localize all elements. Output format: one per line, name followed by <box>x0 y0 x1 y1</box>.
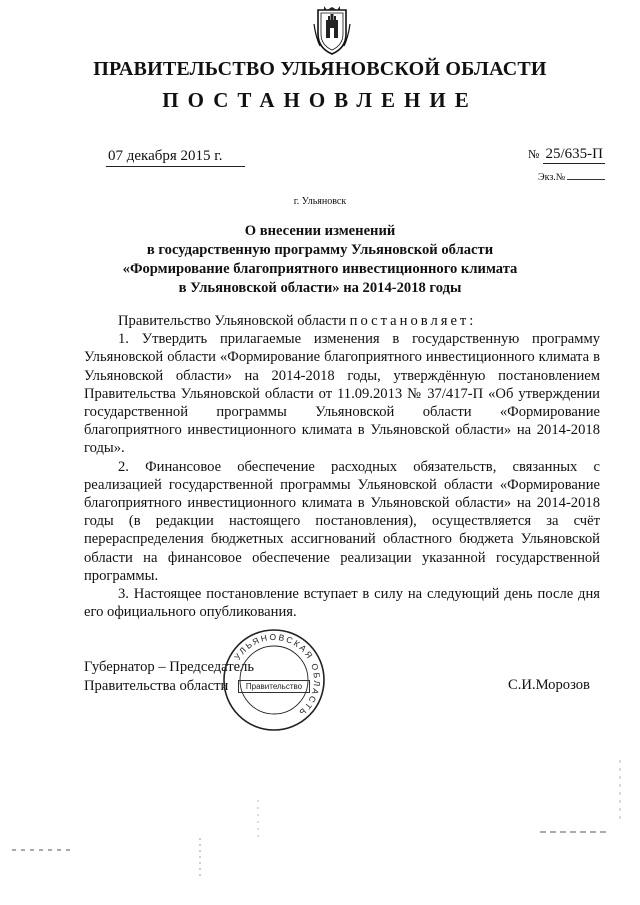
heading-line-1: О внесении изменений <box>244 223 396 239</box>
heading-line-4: в Ульяновской области» на 2014-2018 годы <box>178 280 462 296</box>
government-title: ПРАВИТЕЛЬСТВО УЛЬЯНОВСКОЙ ОБЛАСТИ <box>93 58 547 80</box>
seal-center-text: Правительство <box>238 680 310 693</box>
heading-line-2: в государственную программу Ульяновской области <box>146 242 494 258</box>
svg-text:УЛЬЯНОВСКАЯ ОБЛАСТЬ: УЛЬЯНОВСКАЯ ОБЛАСТЬ <box>232 631 323 719</box>
position-line-1: Губернатор – Председатель <box>84 659 255 675</box>
paragraph-3: 3. Настоящее постановление вступает в силу на следующий день после дня его официального опубликования. <box>84 586 600 621</box>
heading-line-3: «Формирование благоприятного инвестиционного климата <box>122 261 518 277</box>
number-value: 25/635-П <box>545 146 603 162</box>
paragraph-1: 1. Утвердить прилагаемые изменения в государственную программу Ульяновской области «Формирование благоприятного инвестиционного климата в Ульяновской области» на 2014-2018 годы, утверждённую постановлением Правительства Ульяновской области от 11.09.2013 № 37/417-П «Об утверждении государственной программы Ульяновской области «Формирование благоприятного инвестиционного климата в Ульяновской области» на 2014-2018 годы». <box>84 331 600 457</box>
document-city: г. Ульяновск <box>293 196 347 207</box>
intro-subject: Правительство Ульяновской области <box>118 313 350 329</box>
intro-verb: постановляет: <box>349 313 477 329</box>
number-prefix: № <box>528 147 540 161</box>
copy-label: Экз.№ <box>538 172 566 183</box>
position-line-2: Правительства области <box>84 678 229 694</box>
document-date: 07 декабря 2015 г. <box>106 148 245 167</box>
paragraph-2: 2. Финансовое обеспечение расходных обязательств, связанных с реализацией государственной программы Ульяновской области «Формирование благоприятного инвестиционного климата в Ульяновской области» на 2014-2018 годы (в редакции настоящего постановления), осуществляется за счёт перераспределения бюджетных ассигнований областного бюджета Ульяновской области на финансовое обеспечение реализации указанной государственной программы. <box>84 458 600 584</box>
signatory-name: С.И.Морозов <box>508 677 590 693</box>
document-type: ПОСТАНОВЛЕНИЕ <box>162 88 478 112</box>
